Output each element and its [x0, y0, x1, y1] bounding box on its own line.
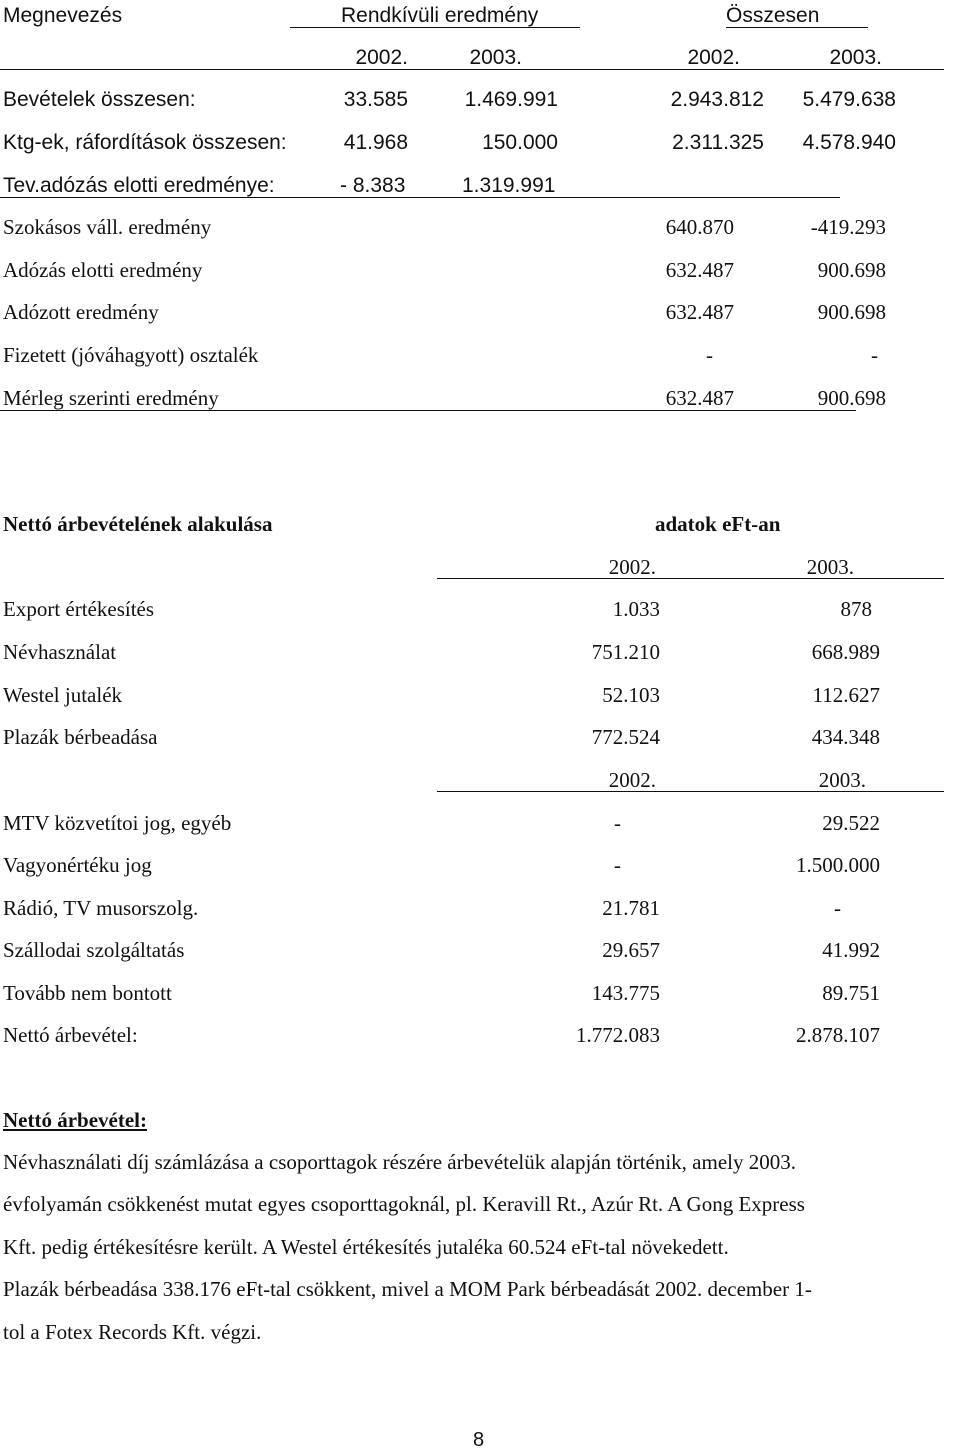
- row-label: Ktg-ek, ráfordítások összesen:: [3, 131, 287, 154]
- year-col-4: 2003.: [829, 46, 882, 69]
- row-underline: [0, 197, 840, 198]
- notes-line: tol a Fotex Records Kft. végzi.: [3, 1320, 262, 1344]
- row-value: 150.000: [482, 131, 558, 154]
- row-label: Vagyonértéku jog: [3, 853, 152, 877]
- row-label: Névhasználat: [3, 640, 117, 664]
- row-label: Export értékesítés: [3, 597, 155, 621]
- row-underline: [0, 410, 856, 411]
- notes-line: Névhasználati díj számlázása a csoporttagok részére árbevételük alapján történik, amely 2003.: [3, 1150, 796, 1174]
- row-value: -: [871, 343, 878, 367]
- year-col-2: 2003.: [806, 555, 854, 579]
- row-value: 632.487: [665, 386, 734, 410]
- year-row-underline: [437, 791, 944, 792]
- notes-line: évfolyamán csökkenést mutat egyes csoporttagoknál, pl. Keravill Rt., Azúr Rt. A Gong Express: [3, 1192, 805, 1216]
- row-value: -419.293: [810, 215, 886, 239]
- row-value: 878: [840, 597, 872, 621]
- row-value: 2.878.107: [796, 1023, 880, 1047]
- row-value: 772.524: [591, 725, 660, 749]
- row-value: 640.870: [665, 215, 734, 239]
- row-value: 52.103: [602, 683, 660, 707]
- year-col-3: 2002.: [687, 46, 740, 69]
- row-label: Tev.adózás elotti eredménye:: [3, 174, 275, 197]
- row-label: Adózás elotti eredmény: [3, 258, 203, 282]
- row-value: 1.772.083: [576, 1023, 660, 1047]
- row-value: 2.943.812: [670, 88, 764, 111]
- row-value: 2.311.325: [672, 131, 764, 154]
- year-col-2: 2003.: [818, 768, 866, 792]
- row-value: - 8.383: [340, 174, 406, 197]
- year-col-1: 2002.: [608, 555, 656, 579]
- row-value: 1.469.991: [464, 88, 558, 111]
- header-total: Összesen: [726, 4, 820, 27]
- row-label: Rádió, TV musorszolg.: [3, 896, 199, 920]
- row-value: -: [614, 853, 621, 877]
- notes-line: Plazák bérbeadása 338.176 eFt-tal csökkent, mivel a MOM Park bérbeadását 2002. december 1-: [3, 1277, 812, 1301]
- row-value: 900.698: [817, 258, 886, 282]
- row-value: 33.585: [343, 88, 408, 111]
- row-label: Fizetett (jóváhagyott) osztalék: [3, 343, 259, 367]
- row-value: 1.319.991: [462, 174, 556, 197]
- row-value: -: [614, 811, 621, 835]
- row-label: MTV közvetítoi jog, egyéb: [3, 811, 232, 835]
- row-label: Bevételek összesen:: [3, 88, 196, 111]
- unit-label: adatok eFt-an: [655, 512, 781, 536]
- row-value: 41.992: [822, 938, 880, 962]
- page-number: 8: [473, 1429, 485, 1451]
- header-total-underline: [726, 27, 868, 28]
- row-label: Szállodai szolgáltatás: [3, 938, 185, 962]
- row-value: 41.968: [343, 131, 408, 154]
- row-label: Plazák bérbeadása: [3, 725, 158, 749]
- row-value: 668.989: [811, 640, 880, 664]
- row-value: 751.210: [591, 640, 660, 664]
- row-value: -: [834, 896, 841, 920]
- row-value: 632.487: [665, 258, 734, 282]
- row-label: Szokásos váll. eredmény: [3, 215, 212, 239]
- row-label: Westel jutalék: [3, 683, 123, 707]
- row-value: 632.487: [665, 300, 734, 324]
- row-value: 1.033: [612, 597, 660, 621]
- row-value: 5.479.638: [802, 88, 896, 111]
- notes-line: Kft. pedig értékesítésre került. A Westel értékesítés jutaléka 60.524 eFt-tal növekedett.: [3, 1235, 729, 1259]
- row-value: 29.657: [602, 938, 660, 962]
- row-value: 29.522: [822, 811, 880, 835]
- row-value: 21.781: [602, 896, 660, 920]
- header-label: Megnevezés: [3, 4, 123, 27]
- row-label: Mérleg szerinti eredmény: [3, 386, 219, 410]
- section-title: Nettó árbevételének alakulása: [3, 512, 273, 536]
- row-value: 143.775: [591, 981, 660, 1005]
- row-value: 900.698: [817, 386, 886, 410]
- row-value: 89.751: [822, 981, 880, 1005]
- row-label: Nettó árbevétel:: [3, 1023, 138, 1047]
- header-extraordinary: Rendkívüli eredmény: [341, 4, 539, 27]
- year-col-2: 2003.: [469, 46, 522, 69]
- row-value: 900.698: [817, 300, 886, 324]
- row-label: Adózott eredmény: [3, 300, 159, 324]
- header-extraordinary-underline: [290, 27, 580, 28]
- row-value: 434.348: [811, 725, 880, 749]
- year-row-underline: [437, 578, 944, 579]
- year-col-1: 2002.: [608, 768, 656, 792]
- year-row-underline: [0, 69, 944, 70]
- year-col-1: 2002.: [355, 46, 408, 69]
- row-value: 4.578.940: [802, 131, 896, 154]
- row-value: 1.500.000: [796, 853, 880, 877]
- row-value: 112.627: [812, 683, 880, 707]
- row-value: -: [706, 343, 713, 367]
- notes-heading: Nettó árbevétel:: [3, 1108, 148, 1132]
- row-label: Tovább nem bontott: [3, 981, 172, 1005]
